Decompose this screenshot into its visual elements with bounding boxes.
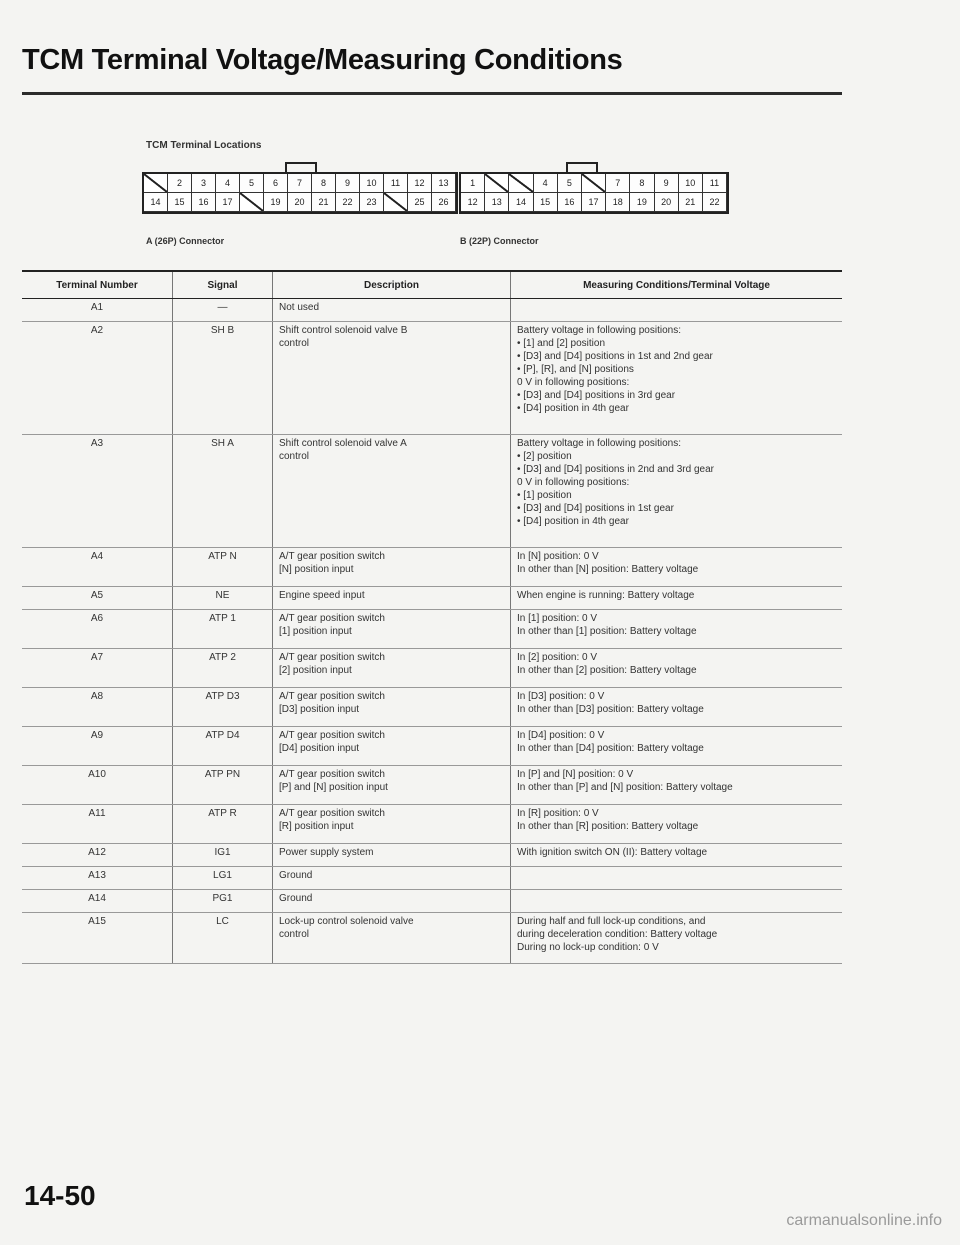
terminal-table: [22, 270, 842, 964]
description-cell: A/T gear position switch [2] position input: [272, 649, 510, 687]
table-row: [22, 688, 842, 727]
connector-pin: 8: [312, 174, 336, 193]
connector-pin: 23: [360, 193, 384, 212]
terminal-cell: A1: [90, 302, 104, 313]
connector-pin: 16: [192, 193, 216, 212]
connector-pin: 20: [288, 193, 312, 212]
table-row: [22, 548, 842, 587]
connector-pin: 18: [606, 193, 630, 212]
condition-cell: In [R] position: 0 V In other than [R] position: Battery voltage: [510, 805, 842, 843]
terminal-cell: A3: [90, 438, 104, 449]
signal-cell: NE: [172, 587, 272, 609]
terminal-cell: A15: [88, 916, 106, 927]
pin-unused: [485, 174, 509, 193]
header-terminal-number: Terminal Number: [56, 279, 138, 291]
terminal-locations-title: TCM Terminal Locations: [146, 140, 262, 151]
header-signal: Signal: [172, 272, 272, 298]
description-cell: Ground: [272, 867, 510, 889]
signal-cell: SH A: [172, 435, 272, 547]
condition-cell: Battery voltage in following positions: • [1] and [2] position • [D3] and [D4] positions in 1st and 2nd gear • [P], [R], and [N] positions 0 V in following positions: • [D3] and [D4] positions in 3rd gear • [D4] position in 4th gear: [510, 322, 842, 434]
terminal-cell: A6: [90, 613, 104, 624]
pin-unused: [384, 193, 408, 212]
connector-pin: 7: [288, 174, 312, 193]
connector-pin: 4: [534, 174, 558, 193]
connector-pin: 11: [703, 174, 727, 193]
connector-pin: 22: [703, 193, 727, 212]
condition-cell: In [D4] position: 0 V In other than [D4] position: Battery voltage: [510, 727, 842, 765]
table-row: [22, 766, 842, 805]
connector-pin: 26: [432, 193, 456, 212]
connector-pin: 4: [216, 174, 240, 193]
condition-cell: [510, 867, 842, 889]
description-cell: A/T gear position switch [N] position input: [272, 548, 510, 586]
connector-pin: 12: [408, 174, 432, 193]
condition-cell: In [N] position: 0 V In other than [N] position: Battery voltage: [510, 548, 842, 586]
connector-pin: 2: [168, 174, 192, 193]
connector-pin: 14: [509, 193, 533, 212]
description-cell: A/T gear position switch [D4] position input: [272, 727, 510, 765]
terminal-cell: A8: [90, 691, 104, 702]
connector-pin: 1: [461, 174, 485, 193]
connector-pin: 5: [240, 174, 264, 193]
pin-unused: [144, 174, 168, 193]
condition-cell: [510, 299, 842, 321]
title-rule: [22, 92, 842, 95]
connector-pin: 21: [312, 193, 336, 212]
description-cell: Shift control solenoid valve B control: [272, 322, 510, 434]
signal-cell: PG1: [172, 890, 272, 912]
table-header: [22, 270, 842, 299]
table-row: [22, 913, 842, 964]
header-measuring-conditions: Measuring Conditions/Terminal Voltage: [510, 272, 842, 298]
terminal-cell: A4: [90, 551, 104, 562]
signal-cell: IG1: [172, 844, 272, 866]
connector-pin: 21: [679, 193, 703, 212]
terminal-cell: A2: [90, 325, 104, 336]
table-row: [22, 844, 842, 867]
condition-cell: [510, 890, 842, 912]
description-cell: A/T gear position switch [D3] position input: [272, 688, 510, 726]
connector-a-label: A (26P) Connector: [146, 236, 225, 246]
signal-cell: —: [172, 299, 272, 321]
connector-pin: 6: [264, 174, 288, 193]
connector-pin: 12: [461, 193, 485, 212]
page-number: 14-50: [24, 1180, 96, 1211]
condition-cell: In [D3] position: 0 V In other than [D3] position: Battery voltage: [510, 688, 842, 726]
connector-pin: 8: [630, 174, 654, 193]
connector-pin: 11: [384, 174, 408, 193]
description-cell: A/T gear position switch [1] position input: [272, 610, 510, 648]
terminal-cell: A9: [90, 730, 104, 741]
connector-pin: 10: [360, 174, 384, 193]
connector-pin: 22: [336, 193, 360, 212]
table-row: [22, 610, 842, 649]
description-cell: Shift control solenoid valve A control: [272, 435, 510, 547]
condition-cell: Battery voltage in following positions: • [2] position • [D3] and [D4] positions in 2nd and 3rd gear 0 V in following positions: • [1] position • [D3] and [D4] positions in 1st gear • [D4] position in 4th gear: [510, 435, 842, 547]
terminal-cell: A14: [88, 893, 106, 904]
connector-pin: 13: [432, 174, 456, 193]
table-row: [22, 649, 842, 688]
table-row: [22, 322, 842, 435]
connector-b-diagram: [459, 172, 729, 214]
table-row: [22, 867, 842, 890]
terminal-cell: A12: [88, 847, 106, 858]
table-row: [22, 435, 842, 548]
signal-cell: ATP D4: [172, 727, 272, 765]
connector-pin: 9: [336, 174, 360, 193]
signal-cell: ATP D3: [172, 688, 272, 726]
condition-cell: During half and full lock-up conditions, and during deceleration condition: Battery voltage During no lock-up condition: 0 V: [510, 913, 842, 963]
connector-pin: 25: [408, 193, 432, 212]
condition-cell: When engine is running: Battery voltage: [510, 587, 842, 609]
connector-pin: 19: [630, 193, 654, 212]
description-cell: Lock-up control solenoid valve control: [272, 913, 510, 963]
connector-pin: 15: [168, 193, 192, 212]
terminal-cell: A5: [90, 590, 104, 601]
connector-pin: 7: [606, 174, 630, 193]
signal-cell: SH B: [172, 322, 272, 434]
table-row: [22, 727, 842, 766]
table-body: [22, 299, 842, 964]
signal-cell: ATP PN: [172, 766, 272, 804]
connector-pin: 5: [558, 174, 582, 193]
signal-cell: ATP R: [172, 805, 272, 843]
signal-cell: ATP 2: [172, 649, 272, 687]
connector-pin: 17: [582, 193, 606, 212]
signal-cell: LG1: [172, 867, 272, 889]
condition-cell: In [P] and [N] position: 0 V In other than [P] and [N] position: Battery voltage: [510, 766, 842, 804]
header-description: Description: [272, 272, 510, 298]
condition-cell: In [2] position: 0 V In other than [2] position: Battery voltage: [510, 649, 842, 687]
connector-pin: 14: [144, 193, 168, 212]
description-cell: A/T gear position switch [P] and [N] position input: [272, 766, 510, 804]
connector-pin: 3: [192, 174, 216, 193]
description-cell: Not used: [272, 299, 510, 321]
connector-pin: 10: [679, 174, 703, 193]
connector-a-diagram: [142, 172, 458, 214]
connector-pin: 15: [534, 193, 558, 212]
connector-pin: 9: [655, 174, 679, 193]
connector-pin: 20: [655, 193, 679, 212]
signal-cell: ATP N: [172, 548, 272, 586]
signal-cell: LC: [172, 913, 272, 963]
connector-b-label: B (22P) Connector: [460, 236, 539, 246]
description-cell: Engine speed input: [272, 587, 510, 609]
signal-cell: ATP 1: [172, 610, 272, 648]
condition-cell: With ignition switch ON (II): Battery voltage: [510, 844, 842, 866]
connector-pin: 16: [558, 193, 582, 212]
table-row: [22, 587, 842, 610]
table-row: [22, 805, 842, 844]
table-row: [22, 890, 842, 913]
connector-pin: 13: [485, 193, 509, 212]
terminal-cell: A7: [90, 652, 104, 663]
description-cell: A/T gear position switch [R] position input: [272, 805, 510, 843]
watermark: carmanualsonline.info: [786, 1212, 942, 1229]
description-cell: Ground: [272, 890, 510, 912]
description-cell: Power supply system: [272, 844, 510, 866]
pin-unused: [509, 174, 533, 193]
pin-unused: [240, 193, 264, 212]
table-row: [22, 299, 842, 322]
terminal-cell: A11: [88, 808, 106, 819]
connector-pin: 17: [216, 193, 240, 212]
terminal-cell: A13: [88, 870, 106, 881]
terminal-cell: A10: [88, 769, 106, 780]
page-title: TCM Terminal Voltage/Measuring Conditions: [22, 44, 623, 76]
connector-pin: 19: [264, 193, 288, 212]
condition-cell: In [1] position: 0 V In other than [1] position: Battery voltage: [510, 610, 842, 648]
pin-unused: [582, 174, 606, 193]
